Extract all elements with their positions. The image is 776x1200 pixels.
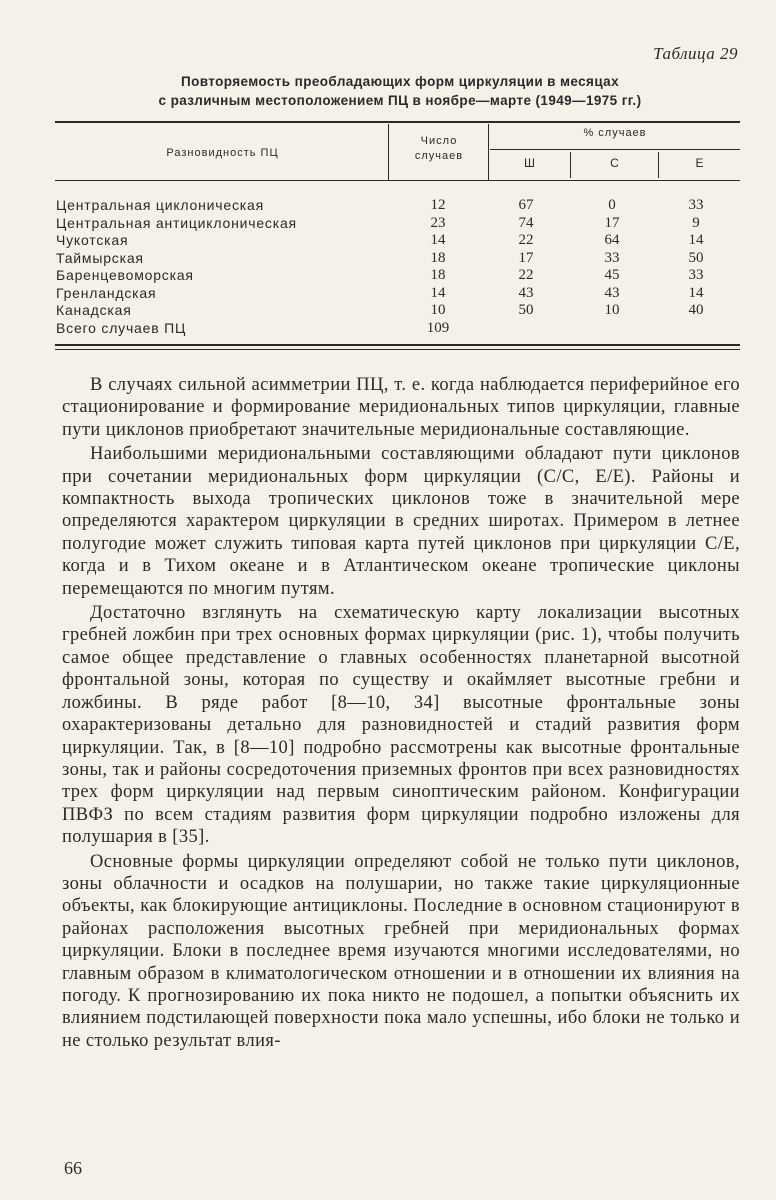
row-name: Баренцевоморская — [56, 267, 194, 283]
row-e: 14 — [688, 232, 704, 248]
table-row — [56, 197, 746, 215]
table-header-rule — [55, 180, 740, 181]
row-sh: 43 — [518, 284, 534, 301]
row-name: Центральная циклоническая — [56, 197, 264, 213]
row-e: 33 — [688, 267, 704, 283]
row-s: 64 — [604, 232, 620, 248]
paragraph: Достаточно взглянуть на схематическую карту локализации высотных гребней ложбин при трех основных формах циркуляции (рис. 1), чтобы получить самое общее представление о главных особенностях планетарной высотной фронтальной зоны, которая по существу и окаймляет высотные гребни и ложбины. В ряде работ [8—10, 34] высотные фронтальные зоны охарактеризованы детально для разновидностей и стадий развития форм циркуляции. Так, в [8—10] подробно рассмотрены как высотные фронтальные зоны, так и районы сосредоточения приземных фронтов при всех разновидностях трех форм циркуляции над первым синоптическим районом. Конфигурации ПВФЗ по всем стадиям развития форм циркуляции подробно изложены для полушария в [35]. — [62, 603, 740, 848]
row-e: 14 — [688, 284, 704, 301]
header-count — [390, 134, 488, 164]
paragraph: В случаях сильной асимметрии ПЦ, т. е. когда наблюдается периферийное его стационирование и формирование меридиональных типов циркуляции, главные пути циклонов приобретают значительные меридиональные составляющие. — [62, 375, 740, 440]
row-e: 9 — [692, 214, 700, 231]
row-count: 18 — [430, 267, 446, 283]
row-count: 109 — [426, 319, 450, 336]
body-text — [62, 374, 740, 1052]
row-count: 23 — [430, 214, 446, 231]
row-count: 18 — [430, 249, 446, 266]
row-s: 0 — [608, 197, 616, 213]
paragraph: Основные формы циркуляции определяют собой не только пути циклонов, зоны облачности и осадков на полушарии, но также такие циркуляционные объекты, как блокирующие антициклоны. Последние в основном стационируют в районах расположения высотных гребней при меридиональных формах циркуляции. Блоки в последнее время изучаются многими исследователями, но главным образом в климатологическом отношении и в отношении их влияния на погоду. К прогнозированию их пока никто не подошел, а попытки объяснить их влиянием подстилающей поверхности пока мало успешны, ибо блоки не только и не столько результат влия- — [62, 851, 740, 1051]
row-s: 43 — [604, 284, 620, 301]
pct-subheader-rule — [490, 149, 740, 150]
header-percent: % случаев — [583, 127, 647, 139]
row-count: 14 — [430, 232, 446, 248]
row-name: Гренландская — [56, 284, 157, 301]
row-sh: 50 — [518, 302, 534, 318]
header-divider — [570, 152, 571, 178]
table-caption-line-2: с различным местоположением ПЦ в ноябре—марте (1949—1975 гг.) — [158, 93, 642, 108]
row-count: 14 — [430, 284, 446, 301]
row-name: Чукотская — [56, 232, 129, 248]
table-bottom-rule-thin — [55, 349, 740, 350]
table-label: Таблица 29 — [653, 44, 738, 63]
header-count-line-1: Число — [420, 135, 458, 147]
header-divider — [658, 152, 659, 178]
header-count-line-2: случаев — [414, 150, 464, 162]
row-sh: 22 — [518, 267, 534, 283]
header-sh: Ш — [524, 156, 536, 170]
row-name: Всего случаев ПЦ — [56, 319, 187, 336]
table-caption-line-1: Повторяемость преобладающих форм циркуляции в месяцах — [180, 74, 620, 89]
row-count: 12 — [430, 197, 446, 213]
table-row — [56, 302, 746, 320]
table-row — [56, 267, 746, 285]
row-e: 40 — [688, 302, 704, 318]
row-name: Центральная антициклоническая — [56, 214, 297, 231]
row-sh: 74 — [518, 214, 534, 231]
table-row — [56, 215, 746, 233]
table-row — [56, 285, 746, 303]
row-s: 17 — [604, 214, 620, 231]
header-e: Е — [695, 156, 705, 170]
header-name: Разновидность ПЦ — [166, 147, 279, 159]
table-row-total — [56, 320, 746, 338]
header-divider — [388, 124, 389, 180]
row-sh: 67 — [518, 197, 534, 213]
row-e: 50 — [688, 249, 704, 266]
table-body — [56, 197, 746, 337]
header-divider — [488, 124, 489, 180]
row-e: 33 — [688, 197, 704, 213]
table-bottom-rule — [55, 344, 740, 346]
table-row — [56, 250, 746, 268]
row-sh: 17 — [518, 249, 534, 266]
row-s: 10 — [604, 302, 620, 318]
header-s: С — [610, 156, 620, 170]
row-count: 10 — [430, 302, 446, 318]
table-top-rule — [55, 121, 740, 123]
paragraph: Наибольшими меридиональными составляющими обладают пути циклонов при сочетании меридиональных форм циркуляции (С/С, Е/Е). Районы и компактность выхода тропических циклонов тоже в значительной мере определяются характером циркуляции в средних широтах. Примером в летнее полугодие может служить типовая карта путей циклонов при циркуляции С/Е, когда и в Тихом океане и в Атлантическом океане тропические циклоны перемещаются по многим путям. — [62, 444, 740, 599]
row-s: 33 — [604, 249, 620, 266]
row-s: 45 — [604, 267, 620, 283]
row-sh: 22 — [518, 232, 534, 248]
row-name: Канадская — [56, 302, 132, 318]
table-row — [56, 232, 746, 250]
row-name: Таймырская — [56, 249, 144, 266]
page-number: 66 — [64, 1158, 82, 1178]
